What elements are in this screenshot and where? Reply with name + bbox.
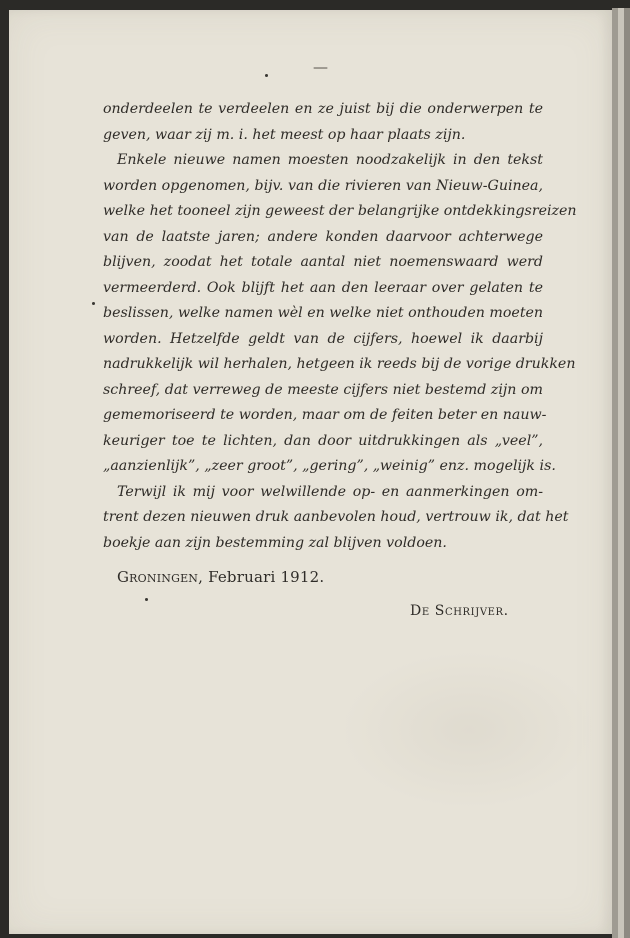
text-line: welke het tooneel zijn geweest der belangrijke ontdekkingsreizen bbox=[103, 203, 577, 219]
text-line: beslissen, welke namen wèl en welke niet onthouden moeten bbox=[103, 305, 544, 321]
text-line: vermeerderd. Ook blijft het aan den leeraar over gelaten te bbox=[103, 279, 543, 296]
text-line: worden opgenomen, bijv. van die rivieren van Nieuw-Guinea, bbox=[103, 177, 543, 194]
text-line: van de laatste jaren; andere konden daarvoor achterwege bbox=[103, 228, 543, 245]
dateline-place: Groningen bbox=[117, 568, 199, 586]
show-through-stain bbox=[339, 650, 599, 810]
text-line: keuriger toe te lichten, dan door uitdrukkingen als „veel”, bbox=[103, 432, 543, 449]
dateline-separator: , bbox=[198, 568, 209, 586]
text-line: nadrukkelijk wil herhalen, hetgeen ik reeds bij de vorige drukken bbox=[103, 356, 576, 372]
text-line: geven, waar zij m. i. het meest op haar plaats zijn. bbox=[103, 126, 466, 143]
text-line: trent dezen nieuwen druk aanbevolen houd, vertrouw ik, dat het bbox=[103, 509, 569, 525]
text-line: schreef, dat verreweg de meeste cijfers niet bestemd zijn om bbox=[103, 381, 543, 398]
text-line: „aanzienlijk”, „zeer groot”, „gering”, „weinig” enz. mogelijk is. bbox=[103, 458, 556, 474]
body-paragraphs bbox=[103, 97, 577, 556]
page-header-dash: — bbox=[313, 58, 329, 76]
text-line: boekje aan zijn bestemming zal blijven voldoen. bbox=[103, 534, 447, 551]
ink-speck bbox=[92, 302, 95, 305]
dateline-date: Februari 1912. bbox=[208, 568, 325, 586]
text-line: blijven, zoodat het totale aantal niet noemenswaard werd bbox=[103, 254, 543, 270]
text-line: onderdeelen te verdeelen en ze juist bij die onderwerpen te bbox=[103, 101, 543, 117]
text-line: Enkele nieuwe namen moesten noodzakelijk in den tekst bbox=[117, 152, 543, 168]
text-line: Terwijl ik mij voor welwillende op- en aanmerkingen om- bbox=[117, 483, 543, 500]
page-edge bbox=[624, 8, 630, 938]
author-signature: De Schrijver. bbox=[410, 603, 509, 619]
dateline bbox=[117, 568, 324, 586]
text-line: gememoriseerd te worden, maar om de feiten beter en nauw- bbox=[103, 407, 547, 423]
ink-speck bbox=[145, 598, 148, 601]
text-line: worden. Hetzelfde geldt van de cijfers, hoewel ik daarbij bbox=[103, 330, 543, 347]
ink-speck bbox=[265, 74, 268, 77]
